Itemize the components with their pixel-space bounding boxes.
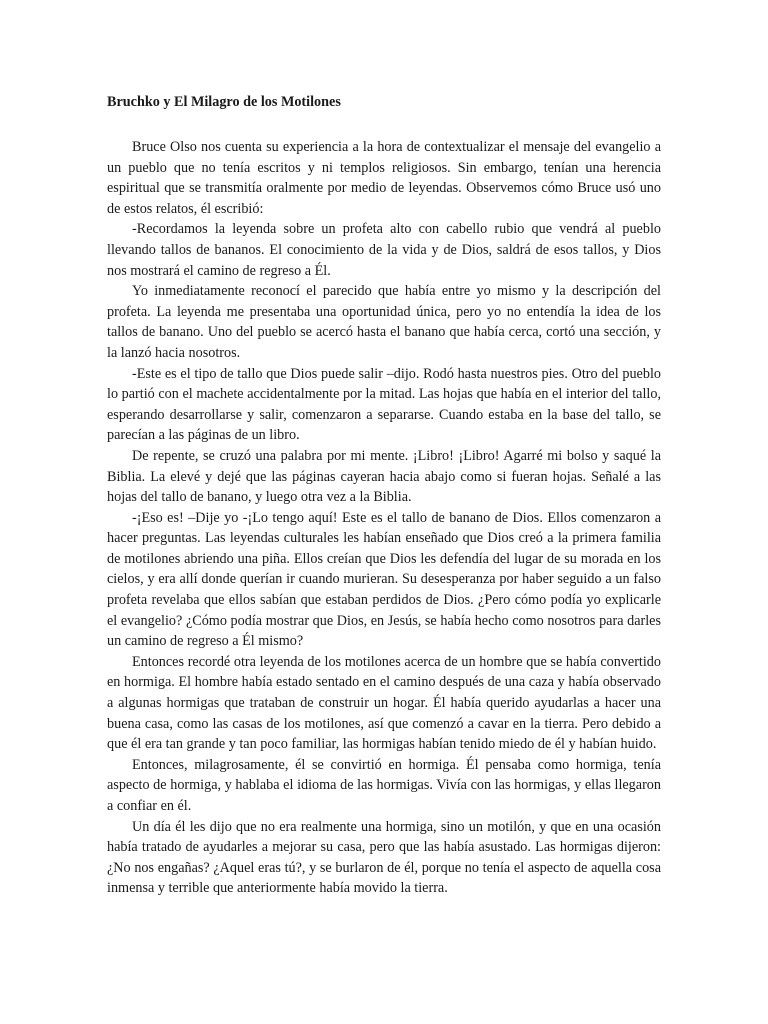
paragraph-1: Bruce Olso nos cuenta su experiencia a la hora de contextualizar el mensaje del evangelio a un pueblo que no tenía escritos y ni templos religiosos. Sin embargo, tenían una herencia espiritual que se transmitía oralmente por medio de leyendas. Observemos cómo Bruce usó uno de estos relatos, él escribió: [107,139,661,217]
paragraph-5: De repente, se cruzó una palabra por mi mente. ¡Libro! ¡Libro! Agarré mi bolso y saqué la Biblia. La elevé y dejé que las páginas cayeran hacia abajo como si fueran hojas. Señalé a las hojas del tallo de banano, y luego otra vez a la Biblia. [107,447,661,506]
paragraph-6: -¡Eso es! –Dije yo -¡Lo tengo aquí! Este es el tallo de banano de Dios. Ellos comenzaron a hacer preguntas. Las leyendas culturales les habían enseñado que Dios creó a la primera familia de motilones abriendo una piña. Ellos creían que Dios les defendía del lugar de su morada en los cielos, y era allí donde querían ir cuando murieran. Su desesperanza por haber seguido a un falso profeta revelaba que ellos sabían que estaban perdidos de Dios. ¿Pero cómo podía yo explicarle el evangelio? ¿Cómo podía mostrar que Dios, en Jesús, se había hecho como nosotros para darles un camino de regreso a Él mismo? [107,509,661,650]
paragraph-9: Un día él les dijo que no era realmente una hormiga, sino un motilón, y que en una ocasión había tratado de ayudarles a mejorar su casa, pero que las había asustado. Las hormigas dijeron: ¿No nos engañas? ¿Aquel eras tú?, y se burlaron de él, porque no tenía el aspecto de aquella cosa inmensa y terrible que anteriormente había movido la tierra. [107,818,661,897]
document-page [107,93,661,899]
document-title: Bruchko y El Milagro de los Motilones [107,94,341,110]
paragraph-4: -Este es el tipo de tallo que Dios puede salir –dijo. Rodó hasta nuestros pies. Otro del pueblo lo partió con el machete accidentalmente por la mitad. Las hojas que había en el interior del tallo, esperando desarrollarse y salir, comenzaron a separarse. Cuando estaba en la base del tallo, se parecían a las páginas de un libro. [107,365,661,444]
paragraph-7: Entonces recordé otra leyenda de los motilones acerca de un hombre que se había convertido en hormiga. El hombre había estado sentado en el camino después de una caza y había observado a algunas hormigas que trataban de construir un hogar. Él había querido ayudarlas a hacer una buena casa, como las casas de los motilones, así que comenzó a cavar en la tierra. Pero debido a que él era tan grande y tan poco familiar, las hormigas habían tenido miedo de él y habían huido. [107,653,661,753]
paragraph-3: Yo inmediatamente reconocí el parecido que había entre yo mismo y la descripción del profeta. La leyenda me presentaba una oportunidad única, pero yo no entendía la idea de los tallos de banano. Uno del pueblo se acercó hasta el banano que había cerca, cortó una sección, y la lanzó hacia nosotros. [107,283,661,361]
paragraph-8: Entonces, milagrosamente, él se convirtió en hormiga. Él pensaba como hormiga, tenía aspecto de hormiga, y hablaba el idioma de las hormigas. Vivía con las hormigas, y ellas llegaron a confiar en él. [107,756,661,814]
paragraph-2: -Recordamos la leyenda sobre un profeta alto con cabello rubio que vendrá al pueblo llevando tallos de bananos. El conocimiento de la vida y de Dios, saldrá de esos tallos, y Dios nos mostrará el camino de regreso a Él. [107,221,661,279]
